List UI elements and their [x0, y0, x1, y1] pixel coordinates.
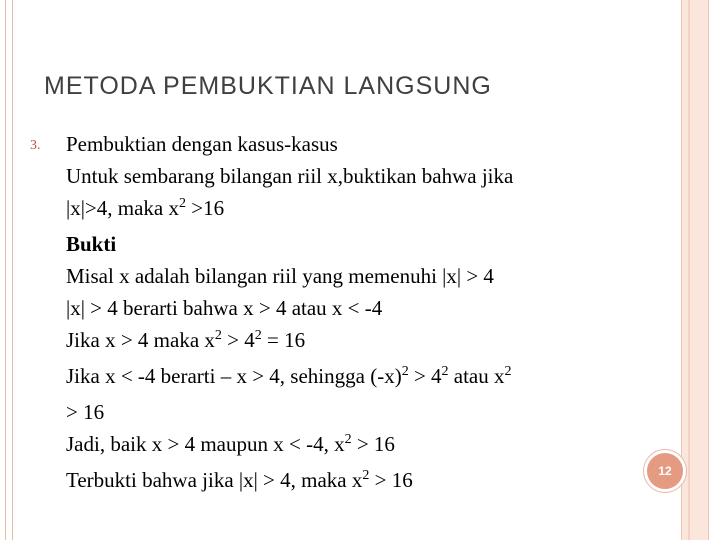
- slide-title: METODA PEMBUKTIAN LANGSUNG: [44, 72, 492, 100]
- proof-label: Bukti: [66, 232, 117, 256]
- right-frame-band: [681, 0, 709, 540]
- proof-step-3: Jika x > 4 maka $x^2 > 4^2 = 16$: [66, 328, 306, 352]
- slide-body: [30, 128, 640, 500]
- proof-step-5: Jadi, baik x > 4 maupun x < -4, $x^2 > 16$: [66, 432, 395, 456]
- proof-step-4-continued: > 16: [66, 400, 105, 424]
- proof-step-1: Misal x adalah bilangan riil yang memenuhi |x| > 4: [66, 264, 494, 288]
- proof-step-4: Jika x < -4 berarti – x > 4, sehingga $(-x)^2 > 4^2$ atau $x^2$: [66, 364, 512, 388]
- statement-line-1: Untuk sembarang bilangan riil x,buktikan bahwa jika: [66, 164, 514, 188]
- proof-step-2: |x| > 4 berarti bahwa x > 4 atau x < -4: [66, 296, 383, 320]
- proof-conclusion: Terbukti bahwa jika |x| > 4, maka $x^2 > 16$: [66, 468, 413, 492]
- statement-line-2: |x|>4, maka $x^2 >16$: [66, 196, 225, 220]
- list-item-number: 3.: [30, 138, 41, 153]
- page-number-badge: 12: [644, 450, 686, 492]
- right-frame-inner-line: [688, 0, 690, 540]
- case-heading: Pembuktian dengan kasus-kasus: [66, 132, 338, 156]
- left-frame-line: [5, 0, 13, 540]
